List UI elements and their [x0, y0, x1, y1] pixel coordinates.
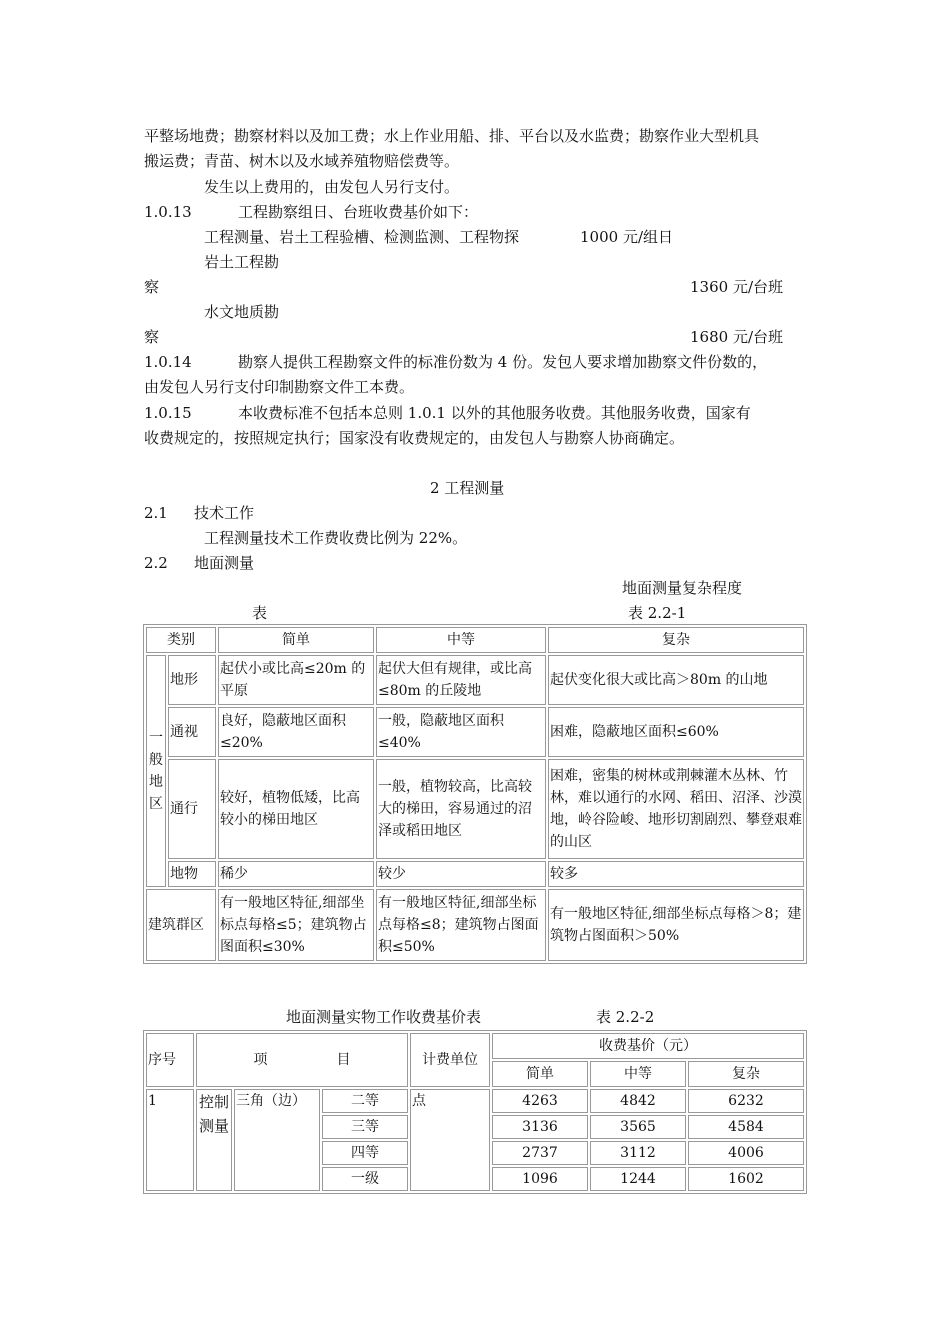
- row-label: 通视: [168, 707, 216, 757]
- price-complex: 4584: [688, 1115, 804, 1139]
- header-category: 类别: [146, 627, 216, 653]
- paragraph-line: 发生以上费用的，由发包人另行支付。: [204, 178, 460, 196]
- row-label: 通行: [168, 759, 216, 859]
- rate-value: 1680 元/台班: [690, 328, 783, 346]
- cell-complex: 起伏变化很大或比高＞80m 的山地: [548, 655, 804, 705]
- section-number: 1.0.15: [144, 404, 192, 422]
- cell-simple: 有一般地区特征,细部坐标点每格≤5；建筑物占图面积≤30%: [218, 889, 374, 961]
- table-caption: 地面测量复杂程度: [622, 579, 743, 597]
- group-label: 一般地区: [146, 655, 166, 887]
- grade-label: 二等: [322, 1089, 408, 1113]
- section-text: 本收费标准不包括本总则 1.0.1 以外的其他服务收费。其他服务收费，国家有: [238, 404, 751, 422]
- category-label: 控制测量: [196, 1089, 232, 1191]
- grade-label: 一级: [322, 1167, 408, 1191]
- row-label: 建筑群区: [146, 889, 216, 961]
- section-number: 2.1: [144, 504, 168, 522]
- price-complex: 1602: [688, 1167, 804, 1191]
- price-simple: 1096: [492, 1167, 588, 1191]
- subcategory-label: 三角（边）: [234, 1089, 320, 1191]
- cell-medium: 一般，隐蔽地区面积≤40%: [376, 707, 546, 757]
- section-number: 2.2: [144, 554, 168, 572]
- cell-simple: 稀少: [218, 861, 374, 887]
- rate-label: 察: [144, 328, 160, 346]
- cell-simple: 起伏小或比高≤20m 的平原: [218, 655, 374, 705]
- price-medium: 4842: [590, 1089, 686, 1113]
- price-medium: 3112: [590, 1141, 686, 1165]
- paragraph-line: 搬运费；青苗、树木以及水域养殖物赔偿费等。: [144, 152, 460, 170]
- grade-label: 四等: [322, 1141, 408, 1165]
- section-number: 1.0.13: [144, 203, 192, 221]
- header-complex: 复杂: [548, 627, 804, 653]
- row-label: 地物: [168, 861, 216, 887]
- cell-medium: 起伏大但有规律，或比高≤80m 的丘陵地: [376, 655, 546, 705]
- header-item-b: 目: [336, 1052, 351, 1068]
- rate-label: 水文地质勘: [204, 303, 280, 321]
- rate-label: 察: [144, 278, 160, 296]
- price-complex: 4006: [688, 1141, 804, 1165]
- rate-value: 1000 元/组日: [580, 228, 673, 246]
- price-medium: 1244: [590, 1167, 686, 1191]
- cell-simple: 良好，隐蔽地区面积≤20%: [218, 707, 374, 757]
- chapter-title: 2 工程测量: [430, 479, 505, 497]
- section-text: 由发包人另行支付印制勘察文件工本费。: [144, 378, 415, 396]
- header-seq: 序号: [146, 1033, 194, 1087]
- header-medium: 中等: [590, 1061, 686, 1087]
- rate-label: 岩土工程勘: [204, 253, 280, 271]
- section-text: 勘察人提供工程勘察文件的标准份数为 4 份。发包人要求增加勘察文件份数的，: [238, 353, 768, 371]
- price-complex: 6232: [688, 1089, 804, 1113]
- section-text: 工程测量技术工作费收费比例为 22%。: [204, 529, 468, 547]
- section-number: 1.0.14: [144, 353, 192, 371]
- complexity-table: [143, 624, 807, 964]
- header-item-a: 项: [253, 1052, 268, 1068]
- section-text: 工程勘察组日、台班收费基价如下：: [238, 203, 479, 221]
- cell-medium: 有一般地区特征,细部坐标点每格≤8；建筑物占图面积≤50%: [376, 889, 546, 961]
- price-medium: 3565: [590, 1115, 686, 1139]
- unit-cell: 点: [410, 1089, 490, 1191]
- rate-label: 工程测量、岩土工程验槽、检测监测、工程物探: [204, 228, 520, 246]
- cell-simple: 较好，植物低矮，比高较小的梯田地区: [218, 759, 374, 859]
- grade-label: 三等: [322, 1115, 408, 1139]
- rate-value: 1360 元/台班: [690, 278, 783, 296]
- price-table: [143, 1030, 807, 1194]
- price-simple: 2737: [492, 1141, 588, 1165]
- table-number: 表 2.2-2: [596, 1008, 655, 1026]
- row-label: 地形: [168, 655, 216, 705]
- header-medium: 中等: [376, 627, 546, 653]
- cell-complex: 困难，隐蔽地区面积≤60%: [548, 707, 804, 757]
- cell-complex: 较多: [548, 861, 804, 887]
- header-price: 收费基价（元）: [492, 1033, 804, 1059]
- section-text: 收费规定的，按照规定执行；国家没有收费规定的，由发包人与勘察人协商确定。: [144, 429, 685, 447]
- cell-complex: 有一般地区特征,细部坐标点每格＞8；建筑物占图面积＞50%: [548, 889, 804, 961]
- price-simple: 3136: [492, 1115, 588, 1139]
- table-number: 表 2.2-1: [628, 604, 687, 622]
- header-simple: 简单: [218, 627, 374, 653]
- table-caption: 表: [252, 604, 268, 622]
- row-seq: 1: [146, 1089, 194, 1191]
- header-simple: 简单: [492, 1061, 588, 1087]
- cell-medium: 较少: [376, 861, 546, 887]
- cell-complex: 困难，密集的树林或荆棘灌木丛林、竹林，难以通行的水网、稻田、沼泽、沙漠地，岭谷险峻、地形切割剧烈、攀登艰难的山区: [548, 759, 804, 859]
- price-simple: 4263: [492, 1089, 588, 1113]
- header-item: [196, 1033, 408, 1087]
- cell-medium: 一般，植物较高，比高较大的梯田，容易通过的沼泽或稻田地区: [376, 759, 546, 859]
- header-complex: 复杂: [688, 1061, 804, 1087]
- section-title: 地面测量: [194, 554, 255, 572]
- paragraph-line: 平整场地费；勘察材料以及加工费；水上作业用船、排、平台以及水监费；勘察作业大型机具: [144, 127, 760, 145]
- section-title: 技术工作: [194, 504, 255, 522]
- table-caption: 地面测量实物工作收费基价表: [286, 1008, 482, 1026]
- header-unit: 计费单位: [410, 1033, 490, 1087]
